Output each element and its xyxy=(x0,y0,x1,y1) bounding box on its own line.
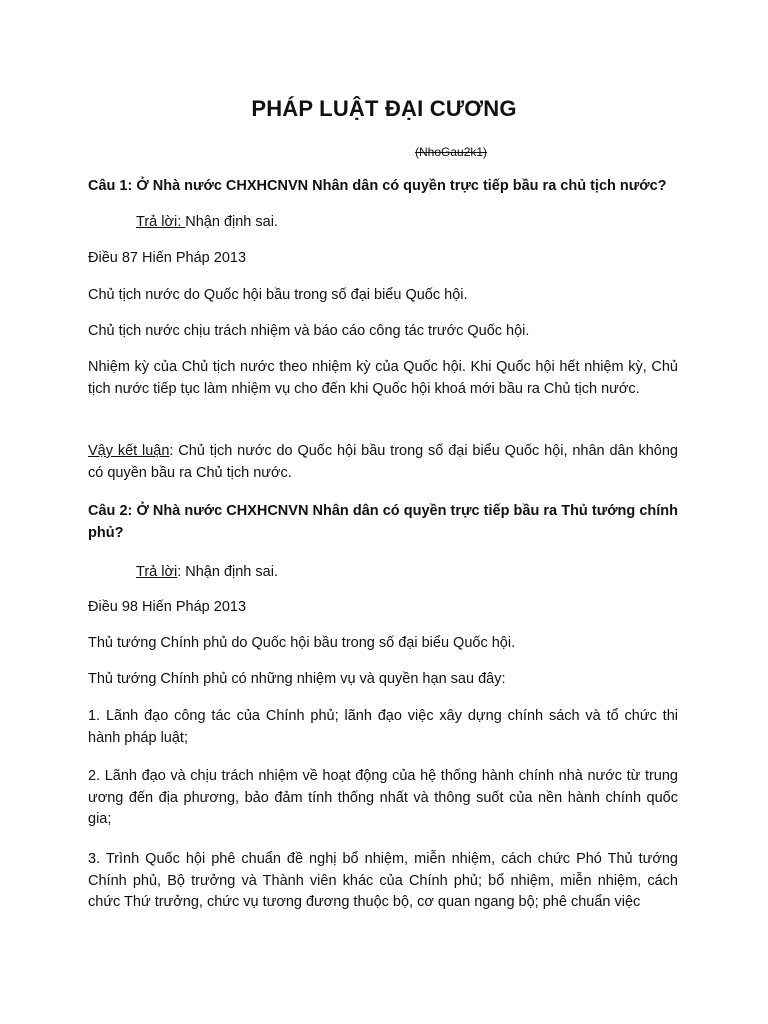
q1-conclusion xyxy=(88,441,678,484)
conclusion-label: Vậy kết luận xyxy=(88,443,170,459)
author-name: (NhoGau2k1) xyxy=(415,145,488,159)
q2-paragraph-1: Thủ tướng Chính phủ do Quốc hội bầu trong số đại biểu Quốc hội. xyxy=(88,635,516,651)
answer-1-label: Trả lời: xyxy=(136,214,186,230)
answer-2-label: Trả lời xyxy=(136,564,178,580)
answer-2 xyxy=(136,562,676,584)
answer-1-text: Nhận định sai. xyxy=(185,214,278,230)
q1-paragraph-2: Chủ tịch nước chịu trách nhiệm và báo cáo công tác trước Quốc hội. xyxy=(88,323,530,339)
q1-paragraph-3: Nhiệm kỳ của Chủ tịch nước theo nhiệm kỳ của Quốc hội. Khi Quốc hội hết nhiệm kỳ, Chủ tịch nước tiếp tục làm nhiệm vụ cho đến khi Quốc hội khoá mới bầu ra Chủ tịch nước. xyxy=(88,359,678,397)
article-98: Điều 98 Hiến Pháp 2013 xyxy=(88,599,247,615)
answer-2-text: : Nhận định sai. xyxy=(177,564,278,580)
question-1: Câu 1: Ở Nhà nước CHXHCNVN Nhân dân có quyền trực tiếp bầu ra chủ tịch nước? xyxy=(88,178,667,194)
q2-list-item-1: 1. Lãnh đạo công tác của Chính phủ; lãnh đạo việc xây dựng chính sách và tổ chức thi hành pháp luật; xyxy=(88,708,678,746)
article-87: Điều 87 Hiến Pháp 2013 xyxy=(88,250,247,266)
q2-list-item-3: 3. Trình Quốc hội phê chuẩn đề nghị bổ nhiệm, miễn nhiệm, cách chức Phó Thủ tướng Chính phủ, Bộ trưởng và Thành viên khác của Chính phủ; bổ nhiệm, miễn nhiệm, cách chức Thứ trưởng, chức vụ tương đương thuộc bộ, cơ quan ngang bộ; phê chuẩn việc xyxy=(88,851,678,910)
q2-paragraph-2: Thủ tướng Chính phủ có những nhiệm vụ và quyền hạn sau đây: xyxy=(88,671,506,687)
document-title: PHÁP LUẬT ĐẠI CƯƠNG xyxy=(251,96,517,121)
answer-1 xyxy=(136,212,676,234)
q1-paragraph-1: Chủ tịch nước do Quốc hội bầu trong số đại biểu Quốc hội. xyxy=(88,287,468,303)
conclusion-text: : Chủ tịch nước do Quốc hội bầu trong số đại biểu Quốc hội, nhân dân không có quyền bầu ra Chủ tịch nước. xyxy=(88,443,678,481)
question-2: Câu 2: Ở Nhà nước CHXHCNVN Nhân dân có quyền trực tiếp bầu ra Thủ tướng chính phủ? xyxy=(88,503,678,541)
q2-list-item-2: 2. Lãnh đạo và chịu trách nhiệm về hoạt động của hệ thống hành chính nhà nước từ trung ương đến địa phương, bảo đảm tính thống nhất và thông suốt của nền hành chính quốc gia; xyxy=(88,768,678,827)
